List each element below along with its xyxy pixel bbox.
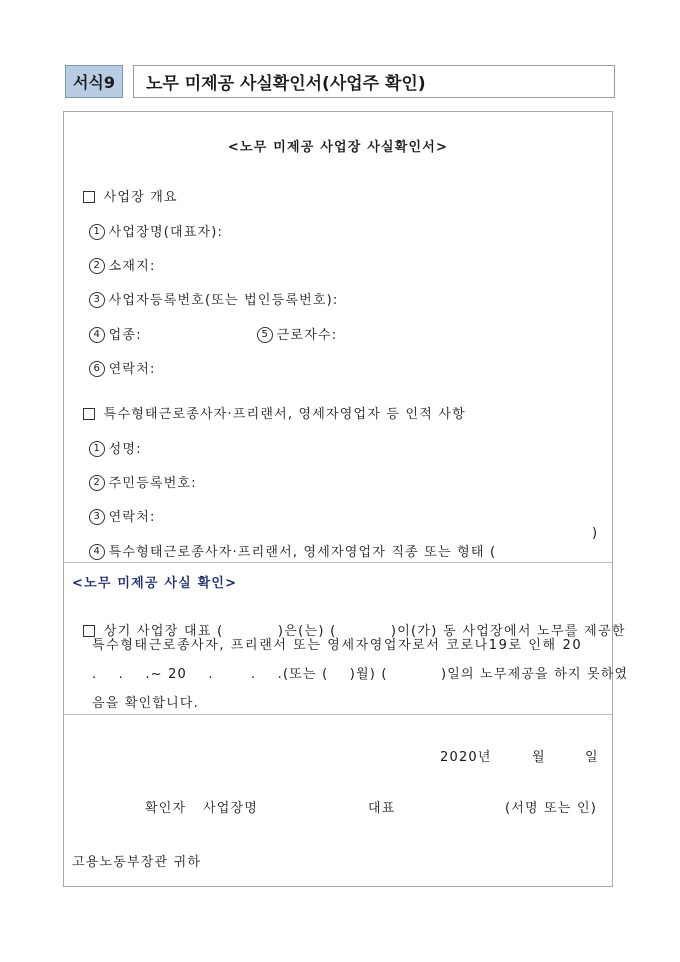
circled-number-icon: 3 [89,509,105,525]
sign-confirmer-label: 확인자 [145,801,187,816]
confirmation-line-4: 음을 확인합니다. [92,696,199,711]
sign-month: 월 [532,750,546,765]
document-heading: <노무 미제공 사업장 사실확인서> [227,140,449,155]
field-job-type-close-paren: ) [592,526,599,541]
circled-number-icon: 6 [89,361,105,377]
circled-number-icon: 1 [89,224,105,240]
circled-number-icon: 3 [89,292,105,308]
divider [63,714,613,715]
circled-number-icon: 2 [89,258,105,274]
sign-representative-label: 대표 [368,801,396,816]
circled-number-icon: 4 [89,544,105,560]
sign-seal-label: (서명 또는 인) [505,801,597,816]
circled-number-icon: 5 [257,327,273,343]
field-business-name: 1 사업장명(대표자): [78,206,223,241]
field-location: 2 소재지: [78,240,156,275]
checkbox-square-icon [83,191,95,203]
addressee: 고용노동부장관 귀하 [72,855,202,870]
checkbox-square-icon [83,408,95,420]
confirmation-heading: <노무 미제공 사실 확인> [72,576,238,591]
field-resident-number: 2 주민등록번호: [78,457,197,492]
field-employee-count: 5 근로자수: [246,309,337,344]
section-personal-info: 특수형태근로종사자·프리랜서, 영세자영업자 등 인적 사항 [72,388,466,422]
field-name: 1 성명: [78,423,142,458]
confirmation-line-1: 상기 사업장 대표 ( )은(는) ( )이(가) 동 사업장에서 노무를 제공한 [72,605,626,639]
sign-year: 2020년 [440,750,492,765]
sign-day: 일 [585,750,599,765]
circled-number-icon: 2 [89,475,105,491]
confirmation-line-2: 특수형태근로종사자, 프리랜서 또는 영세자영업자로서 코로나19로 인해 20 [92,638,583,653]
field-job-type: 4 특수형태근로종사자·프리랜서, 영세자영업자 직종 또는 형태 ( [78,526,496,561]
field-registration-number: 3 사업자등록번호(또는 법인등록번호): [78,274,339,309]
field-industry: 4 업종: [78,309,142,344]
field-contact: 6 연락처: [78,343,156,378]
circled-number-icon: 1 [89,441,105,457]
form-number-badge: 서식9 [65,65,123,98]
field-personal-contact: 3 연락처: [78,491,156,526]
divider [63,562,613,563]
form-title: 노무 미제공 사실확인서(사업주 확인) [133,65,615,98]
section-business-overview: 사업장 개요 [72,171,178,205]
sign-company-label: 사업장명 [203,801,259,816]
confirmation-line-3: . . .~ 20 . . .(또는 ( )월) ( )일의 노무제공을 하지 못하였 [92,667,629,682]
circled-number-icon: 4 [89,327,105,343]
